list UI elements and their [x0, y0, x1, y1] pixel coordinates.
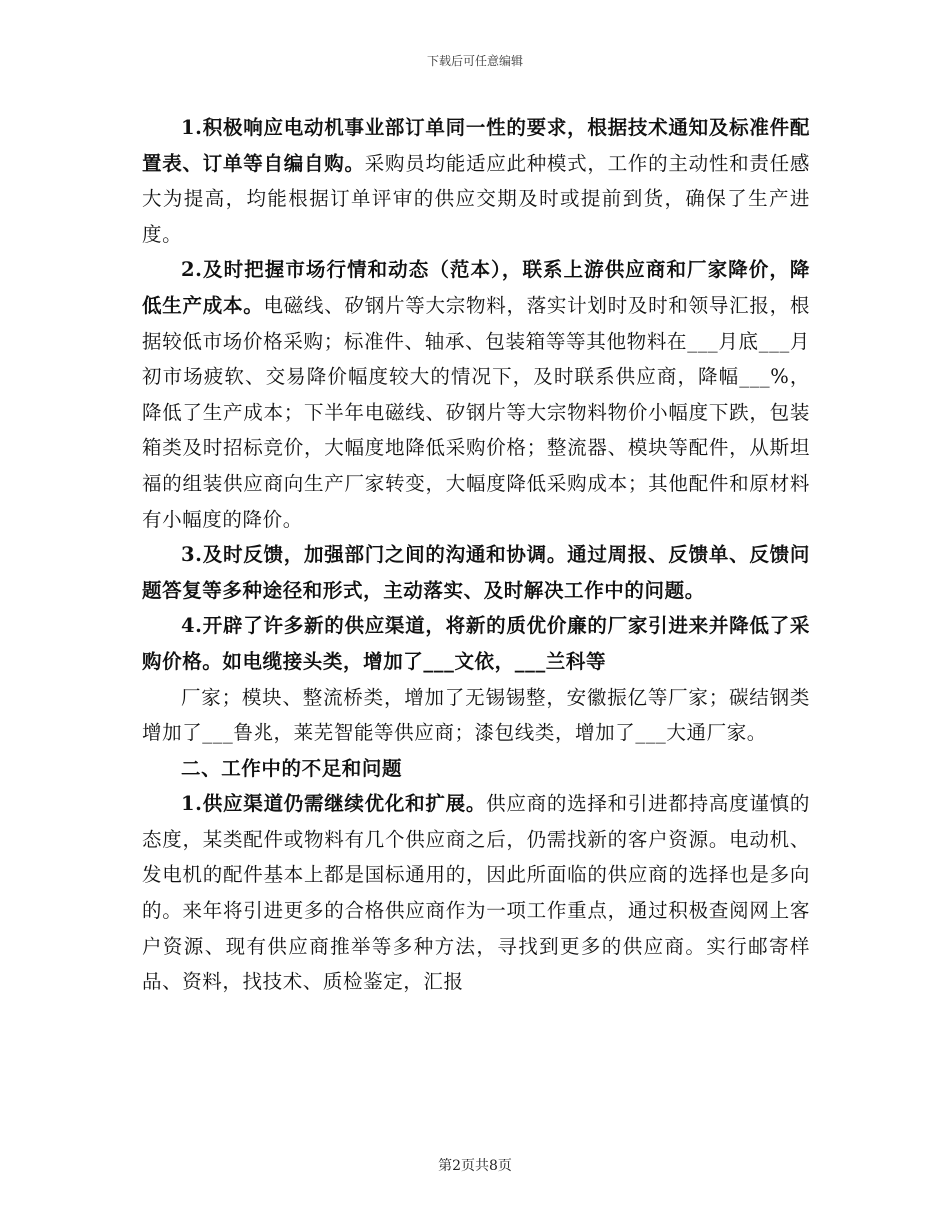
section-heading-text: 二、工作中的不足和问题 — [181, 756, 403, 780]
paragraph-3-heading: 3.及时反馈，加强部门之间的沟通和协调。通过周报、反馈单、反馈问题答复等多种途径和形式，主动落实、及时解决工作中的问题。 — [142, 543, 810, 602]
page-footer: 第2页共8页 — [438, 1158, 512, 1174]
paragraph-2-text: 电磁线、矽钢片等大宗物料，落实计划时及时和领导汇报，根据较低市场价格采购；标准件、轴承、包装箱等等其他物料在___月底___月初市场疲软、交易降价幅度较大的情况下，及时联系供应商，降幅___%，降低了生产成本；下半年电磁线、矽钢片等大宗物料物价小幅度下跌，包装箱类及时招标竞价，大幅度地降低采购价格；整流器、模块等配件，从斯坦福的组装供应商向生产厂家转变，大幅度降低采购成本；其他配件和原材料有小幅度的降价。 — [142, 293, 810, 531]
paragraph-7-text: 供应商的选择和引进都持高度谨慎的态度，某类配件或物料有几个供应商之后，仍需找新的客户资源。电动机、发电机的配件基本上都是国标通用的，因此所面临的供应商的选择也是多向的。来年将引进更多的合格供应商作为一项工作重点，通过积极查阅网上客户资源、现有供应商推举等多种方法，寻找到更多的供应商。实行邮寄样品、资料，找技术、质检鉴定，汇报 — [142, 792, 810, 994]
section-heading — [142, 751, 810, 787]
paragraph-1-text: 采购员均能适应此种模式，工作的主动性和责任感大为提高，均能根据订单评审的供应交期及时或提前到货，确保了生产进度。 — [142, 151, 810, 246]
paragraph-7 — [142, 786, 810, 1000]
page-header: 下载后可任意编辑 — [426, 54, 523, 68]
document-body — [142, 110, 810, 1000]
paragraph-7-heading: 1.供应渠道仍需继续优化和扩展。 — [181, 792, 487, 816]
paragraph-1 — [142, 110, 810, 252]
paragraph-3 — [142, 537, 810, 608]
paragraph-4 — [142, 608, 810, 679]
paragraph-2-heading: 2.及时把握市场行情和动态（范本），联系上游供应商和厂家降价，降低生产成本。 — [142, 258, 810, 317]
paragraph-5 — [142, 680, 810, 751]
paragraph-4-heading: 4.开辟了许多新的供应渠道，将新的质优价廉的厂家引进来并降低了采购价格。如电缆接头类，增加了___文依，___兰科等 — [142, 614, 810, 673]
paragraph-2 — [142, 252, 810, 537]
paragraph-1-heading: 1.积极响应电动机事业部订单同一性的要求，根据技术通知及标准件配置表、订单等自编自购。 — [142, 116, 810, 175]
paragraph-5-text: 厂家；模块、整流桥类，增加了无锡锡整，安徽振亿等厂家；碳结钢类增加了___鲁兆，莱芜智能等供应商；漆包线类，增加了___大通厂家。 — [142, 685, 810, 745]
